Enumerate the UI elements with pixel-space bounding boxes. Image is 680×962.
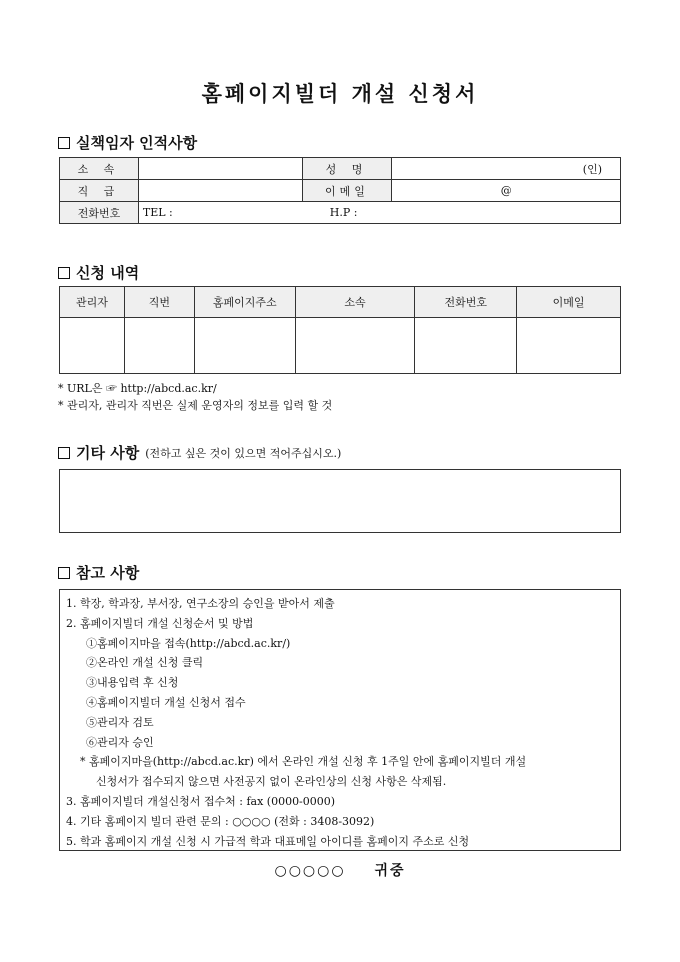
section-etc-heading [58, 442, 341, 463]
manager-cell[interactable] [60, 318, 125, 374]
reference-note: 신청서가 접수되지 않으면 사전공지 없이 온라인상의 신청 사항은 삭제됨. [96, 775, 447, 789]
reference-step: ④홈페이지빌더 개설 신청서 접수 [86, 695, 246, 709]
department-cell[interactable] [295, 318, 415, 374]
section-personal-info-title: 실책임자 인적사항 [76, 134, 198, 152]
name-label: 성 명 [302, 158, 392, 180]
reference-box [59, 589, 621, 851]
name-field[interactable] [392, 158, 621, 180]
reference-note: * 홈페이지마을(http://abcd.ac.kr) 에서 온라인 개설 신청 후 1주일 안에 홈페이지빌더 개설 [80, 755, 527, 769]
tel-label: TEL : [142, 206, 173, 219]
table-row [60, 180, 621, 202]
column-header: 직번 [124, 287, 194, 318]
personal-info-table [59, 157, 621, 224]
column-header: 전화번호 [415, 287, 517, 318]
table-header-row [60, 287, 621, 318]
email-cell[interactable] [517, 318, 621, 374]
section-etc-title: 기타 사항 [76, 444, 140, 462]
note-line: * URL은 ☞ http://abcd.ac.kr/ [58, 382, 217, 395]
reference-line: 2. 홈페이지빌더 개설 신청순서 및 방법 [66, 616, 254, 630]
footer-recipient [0, 860, 680, 880]
reference-line: 4. 기타 홈페이지 빌더 관련 문의 : ○○○○ (전화 : 3408-3092) [66, 814, 375, 828]
section-reference-heading [58, 562, 139, 583]
reference-line: 1. 학장, 학과장, 부서장, 연구소장의 승인을 받아서 제출 [66, 597, 335, 610]
column-header: 관리자 [60, 287, 125, 318]
hp-label: H.P : [329, 206, 358, 219]
phone-cell[interactable] [415, 318, 517, 374]
section-application-title: 신청 내역 [76, 264, 140, 282]
table-row [60, 202, 621, 224]
column-header: 홈페이지주소 [194, 287, 295, 318]
application-notes [58, 380, 332, 414]
position-label: 직 급 [60, 180, 139, 202]
reference-step: ①홈페이지마을 접속(http://abcd.ac.kr/) [86, 636, 291, 650]
phone-label: 전화번호 [60, 202, 139, 224]
reference-step: ③내용입력 후 신청 [86, 676, 179, 690]
footer-org: ○○○○○ [274, 863, 346, 879]
reference-step: ⑥관리자 승인 [86, 735, 154, 749]
reference-line: 5. 학과 홈페이지 개설 신청 시 가급적 학과 대표메일 아이디를 홈페이지 주소로 신청 [66, 834, 470, 848]
position-field[interactable] [138, 180, 302, 202]
belong-label: 소 속 [60, 158, 139, 180]
checkbox-icon [58, 567, 70, 579]
reference-step: ⑤관리자 검토 [86, 715, 154, 729]
reference-step: ②온라인 개설 신청 클릭 [86, 656, 204, 670]
table-row [60, 158, 621, 180]
note-line: * 관리자, 관리자 직번은 실제 운영자의 정보를 입력 할 것 [58, 399, 333, 412]
table-row [60, 318, 621, 374]
email-label: 이메일 [302, 180, 392, 202]
section-reference-title: 참고 사항 [76, 564, 140, 582]
employee-number-cell[interactable] [124, 318, 194, 374]
checkbox-icon [58, 447, 70, 459]
checkbox-icon [58, 267, 70, 279]
page-title: 홈페이지빌더 개설 신청서 [201, 81, 479, 106]
homepage-address-cell[interactable] [194, 318, 295, 374]
column-header: 이메일 [517, 287, 621, 318]
reference-line: 3. 홈페이지빌더 개설신청서 접수처 : fax (0000-0000) [66, 794, 336, 808]
section-etc-note: (전하고 싶은 것이 있으면 적어주십시오.) [145, 446, 342, 460]
section-personal-info-heading [58, 132, 197, 153]
application-table [59, 286, 621, 374]
belong-field[interactable] [138, 158, 302, 180]
footer-suffix: 귀중 [374, 863, 406, 879]
column-header: 소속 [295, 287, 415, 318]
seal-mark: (인) [582, 162, 602, 176]
section-application-heading [58, 262, 139, 283]
phone-field[interactable] [138, 202, 620, 224]
email-field[interactable] [392, 180, 621, 202]
checkbox-icon [58, 137, 70, 149]
etc-input-box[interactable] [59, 469, 621, 533]
email-at-sign: @ [500, 184, 512, 197]
